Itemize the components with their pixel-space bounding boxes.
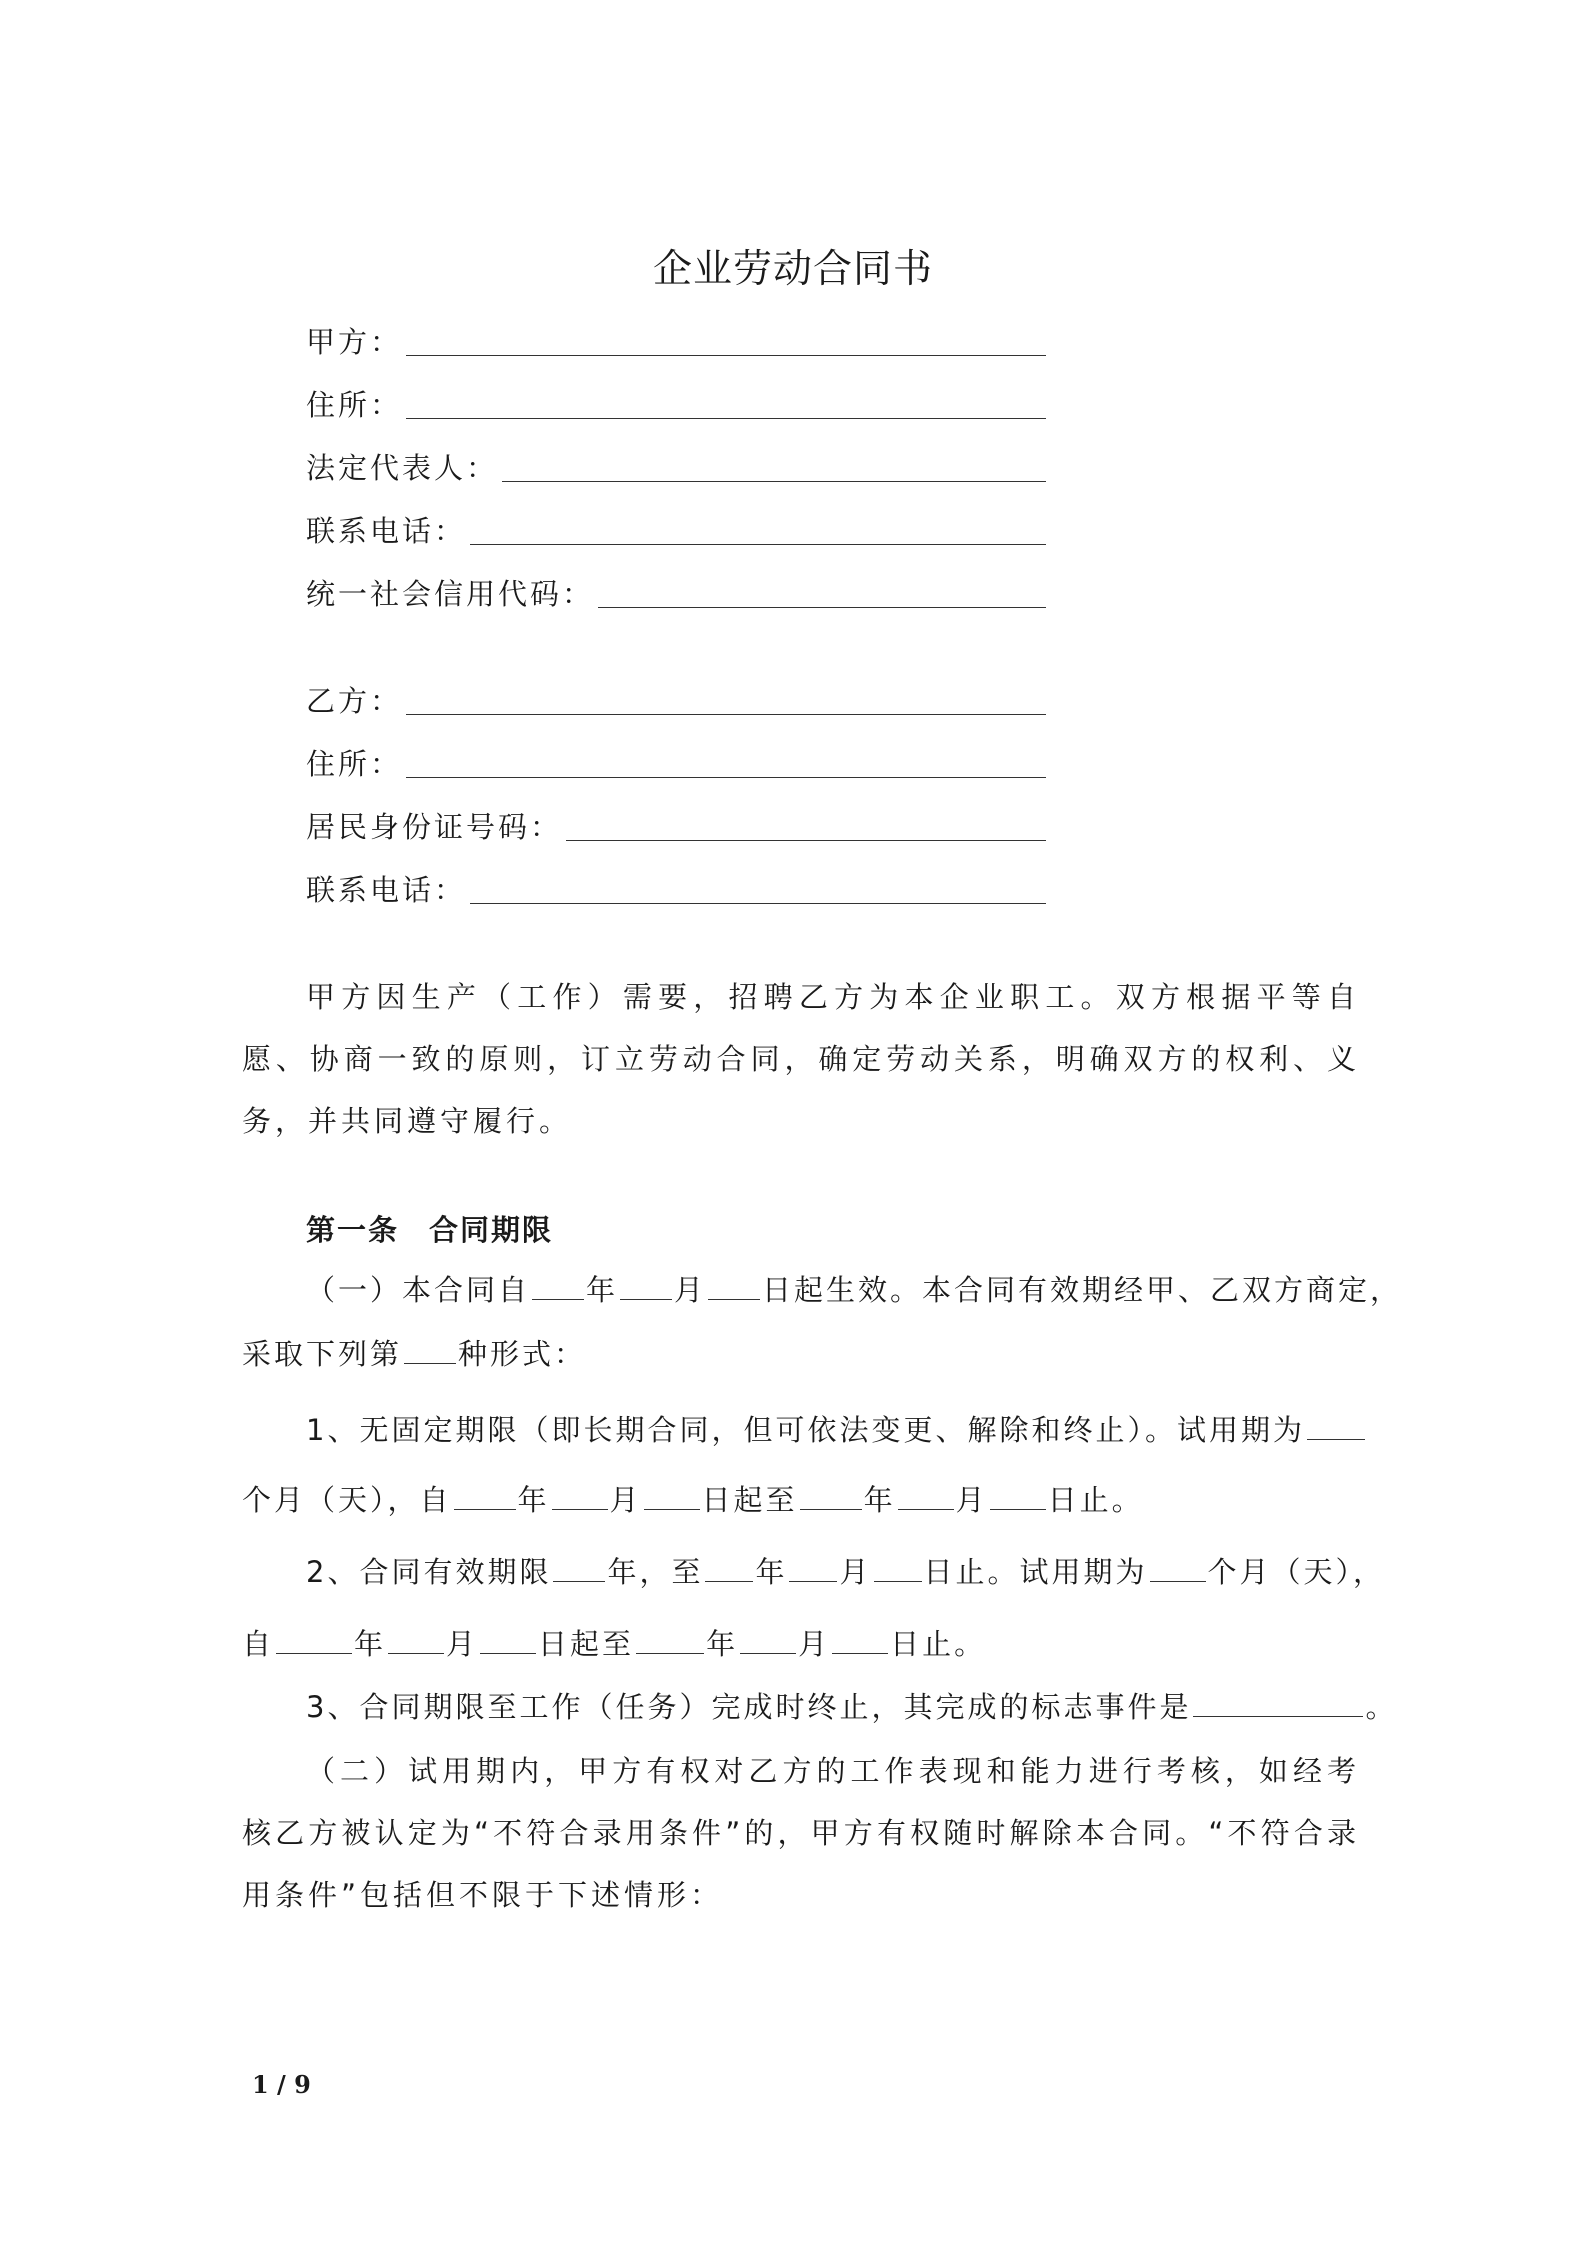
item-1-line-2 [242,1480,1144,1520]
item-1-from-day-blank[interactable] [644,1481,700,1510]
item-3-text: 3、合同期限至工作（任务）完成时终止，其完成的标志事件是 [306,1690,1192,1724]
party-b-id-field [306,805,1046,845]
party-a-name-field [306,320,1046,360]
item-3-end: 。 [1365,1690,1398,1724]
clause-1-year-blank[interactable] [532,1271,584,1300]
party-a-credit-code-field [306,572,1046,612]
clause-1-day-blank[interactable] [708,1271,760,1300]
party-a-credit-code-blank[interactable] [598,607,1046,608]
item-1-from-month-label: 月 [609,1483,642,1517]
article-1-title: 合同期限 [429,1213,554,1247]
clause-1-line-1 [306,1270,1402,1310]
party-b-name-blank[interactable] [406,714,1046,715]
item-2-to-day-blank[interactable] [832,1625,888,1654]
item-2-end-day-blank[interactable] [874,1553,922,1582]
clause-1-month-label: 月 [674,1273,707,1307]
item-2-end-year-blank[interactable] [705,1553,753,1582]
party-a-legal-rep-blank[interactable] [502,481,1046,482]
item-2-years-blank[interactable] [553,1553,605,1582]
party-a-phone-field [306,509,1046,549]
party-a-address-field [306,383,1046,423]
clause-1-prefix: （一）本合同自 [306,1273,531,1307]
party-b-name-field [306,679,1046,719]
item-2-probation-text: 日止。试用期为 [923,1555,1148,1589]
party-a-name-blank[interactable] [406,355,1046,356]
item-2-day-end-text: 日止。 [890,1627,987,1661]
item-3-line [306,1687,1397,1727]
clause-1-form-suffix: 种形式： [458,1337,587,1371]
party-a-phone-label: 联系电话： [306,514,467,548]
item-2-from-year-label: 年 [354,1627,387,1661]
item-1-to-year-label: 年 [863,1483,896,1517]
party-a-legal-rep-field [306,446,1046,486]
clause-2-paragraph: （二）试用期内，甲方有权对乙方的工作表现和能力进行考核，如经考核乙方被认定为“不符合录用条件”的，甲方有权随时解除本合同。“不符合录用条件”包括但不限于下述情形： [242,1754,1360,1912]
item-2-from-day-blank[interactable] [480,1625,536,1654]
document-title: 企业劳动合同书 [652,247,933,292]
item-2-end-year-label: 年 [755,1555,788,1589]
item-2-year-to-text: 年，至 [607,1555,704,1589]
party-a-name-label: 甲方： [306,325,403,359]
item-1-to-day-blank[interactable] [990,1481,1046,1510]
item-1-months-text: 个月（天），自 [242,1483,452,1517]
party-b-id-label: 居民身份证号码： [306,810,563,844]
party-a-address-label: 住所： [306,388,403,422]
item-2-line-2 [242,1624,986,1664]
article-1-heading [306,1208,553,1249]
party-b-address-label: 住所： [306,747,403,781]
item-2-to-year-blank[interactable] [636,1625,704,1654]
item-2-end-month-blank[interactable] [789,1553,837,1582]
party-b-phone-field [306,868,1046,908]
item-1-from-year-blank[interactable] [454,1481,516,1510]
party-b-id-blank[interactable] [566,840,1046,841]
party-a-phone-blank[interactable] [470,544,1046,545]
item-3-event-blank[interactable] [1193,1688,1363,1717]
party-b-phone-blank[interactable] [470,903,1046,904]
item-2-to-month-blank[interactable] [740,1625,796,1654]
clause-1-month-blank[interactable] [620,1271,672,1300]
item-1-day-to-text: 日起至 [701,1483,798,1517]
party-b-address-blank[interactable] [406,777,1046,778]
preamble-paragraph: 甲方因生产（工作）需要，招聘乙方为本企业职工。双方根据平等自愿、协商一致的原则，订立劳动合同，确定劳动关系，明确双方的权利、义务，并共同遵守履行。 [242,980,1360,1138]
party-a-address-blank[interactable] [406,418,1046,419]
item-2-months-text: 个月（天）， [1207,1555,1386,1589]
item-1-to-month-blank[interactable] [898,1481,954,1510]
clause-1-year-label: 年 [586,1273,619,1307]
item-2-day-to-text: 日起至 [538,1627,635,1661]
clause-1-form-prefix: 采取下列第 [242,1337,403,1371]
item-1-day-end-text: 日止。 [1047,1483,1144,1517]
party-b-phone-label: 联系电话： [306,873,467,907]
item-1-to-year-blank[interactable] [800,1481,862,1510]
item-1-probation-blank[interactable] [1307,1411,1365,1440]
item-2-prefix: 2、合同有效期限 [306,1555,552,1589]
party-b-name-label: 乙方： [306,684,403,718]
item-2-from-text: 自 [242,1627,275,1661]
item-2-from-month-label: 月 [446,1627,479,1661]
item-1-line-1 [306,1410,1367,1450]
item-2-probation-blank[interactable] [1150,1553,1206,1582]
page-number: 1 / 9 [252,2070,311,2099]
clause-1-day-text: 日起生效。本合同有效期经甲、乙双方商定， [762,1273,1403,1307]
item-2-end-month-label: 月 [839,1555,872,1589]
party-a-credit-code-label: 统一社会信用代码： [306,577,595,611]
item-2-from-month-blank[interactable] [388,1625,444,1654]
item-2-to-month-label: 月 [798,1627,831,1661]
item-1-from-year-label: 年 [517,1483,550,1517]
clause-1-form-blank[interactable] [404,1335,456,1364]
article-1-number: 第一条 [306,1213,400,1247]
item-2-to-year-label: 年 [706,1627,739,1661]
party-b-address-field [306,742,1046,782]
item-2-from-year-blank[interactable] [276,1625,352,1654]
item-1-to-month-label: 月 [955,1483,988,1517]
party-a-legal-rep-label: 法定代表人： [306,451,499,485]
item-1-text: 1、无固定期限（即长期合同，但可依法变更、解除和终止）。试用期为 [306,1413,1305,1447]
item-1-from-month-blank[interactable] [552,1481,608,1510]
clause-1-line-2 [242,1334,586,1374]
item-2-line-1 [306,1552,1385,1592]
